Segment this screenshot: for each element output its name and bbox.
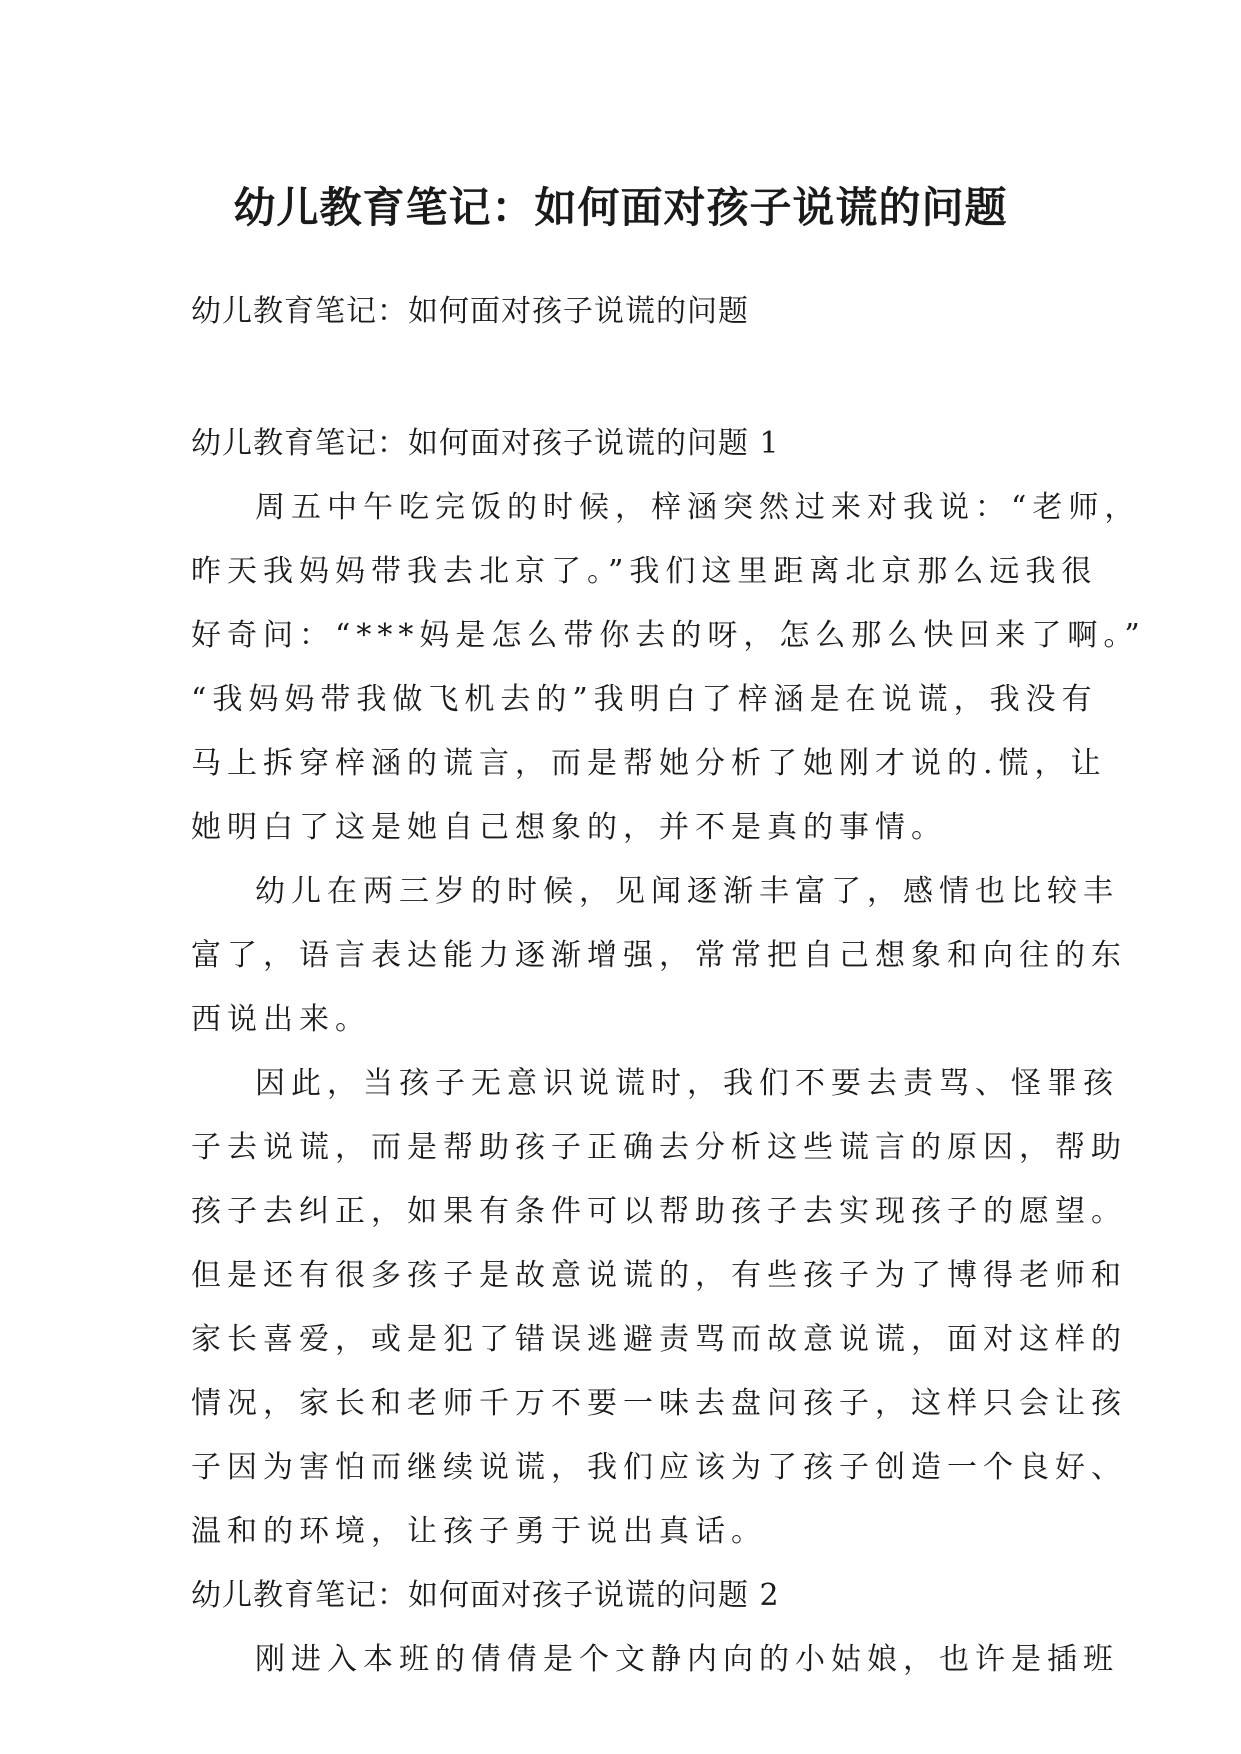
paragraph-line: 西说出来。 — [191, 1002, 371, 1037]
paragraph-line: 子去说谎，而是帮助孩子正确去分析这些谎言的原因，帮助 — [191, 1130, 1127, 1165]
paragraph-line: 昨天我妈妈带我去北京了。”我们这里距离北京那么远我很 — [191, 554, 1098, 589]
paragraph — [191, 1052, 1127, 1564]
document-title: 幼儿教育笔记：如何面对孩子说谎的问题 — [233, 183, 1008, 233]
section-heading-1: 幼儿教育笔记：如何面对孩子说谎的问题 1 — [191, 426, 780, 461]
paragraph — [191, 860, 1127, 1052]
paragraph-line: 孩子去纠正，如果有条件可以帮助孩子去实现孩子的愿望。 — [191, 1194, 1127, 1229]
document-subtitle: 幼儿教育笔记：如何面对孩子说谎的问题 — [191, 294, 749, 329]
document-body — [191, 412, 1146, 1692]
paragraph — [191, 476, 1146, 860]
paragraph-line: 幼儿在两三岁的时候，见闻逐渐丰富了，感情也比较丰 — [255, 874, 1119, 909]
paragraph-line: 她明白了这是她自己想象的，并不是真的事情。 — [191, 810, 947, 845]
section-heading-2: 幼儿教育笔记：如何面对孩子说谎的问题 2 — [191, 1578, 780, 1613]
paragraph-line: 温和的环境，让孩子勇于说出真话。 — [191, 1514, 767, 1549]
paragraph-line: 情况，家长和老师千万不要一味去盘问孩子，这样只会让孩 — [191, 1386, 1127, 1421]
paragraph-line: 但是还有很多孩子是故意说谎的，有些孩子为了博得老师和 — [191, 1258, 1127, 1293]
paragraph-line: 家长喜爱，或是犯了错误逃避责骂而故意说谎，面对这样的 — [191, 1322, 1127, 1357]
paragraph — [191, 1628, 1119, 1692]
paragraph-line: 子因为害怕而继续说谎，我们应该为了孩子创造一个良好、 — [191, 1450, 1127, 1485]
paragraph-line: 周五中午吃完饭的时候，梓涵突然过来对我说：“老师， — [255, 490, 1141, 525]
paragraph-line: 刚进入本班的倩倩是个文静内向的小姑娘，也许是插班 — [255, 1642, 1119, 1677]
paragraph-line: 马上拆穿梓涵的谎言，而是帮她分析了她刚才说的.慌，让 — [191, 746, 1107, 781]
paragraph-line: 好奇问：“***妈是怎么带你去的呀，怎么那么快回来了啊。” — [191, 618, 1146, 653]
paragraph-line: 富了，语言表达能力逐渐增强，常常把自己想象和向往的东 — [191, 938, 1127, 973]
paragraph-line: 因此，当孩子无意识说谎时，我们不要去责骂、怪罪孩 — [255, 1066, 1119, 1101]
paragraph-line: “我妈妈带我做飞机去的”我明白了梓涵是在说谎，我没有 — [191, 682, 1098, 717]
